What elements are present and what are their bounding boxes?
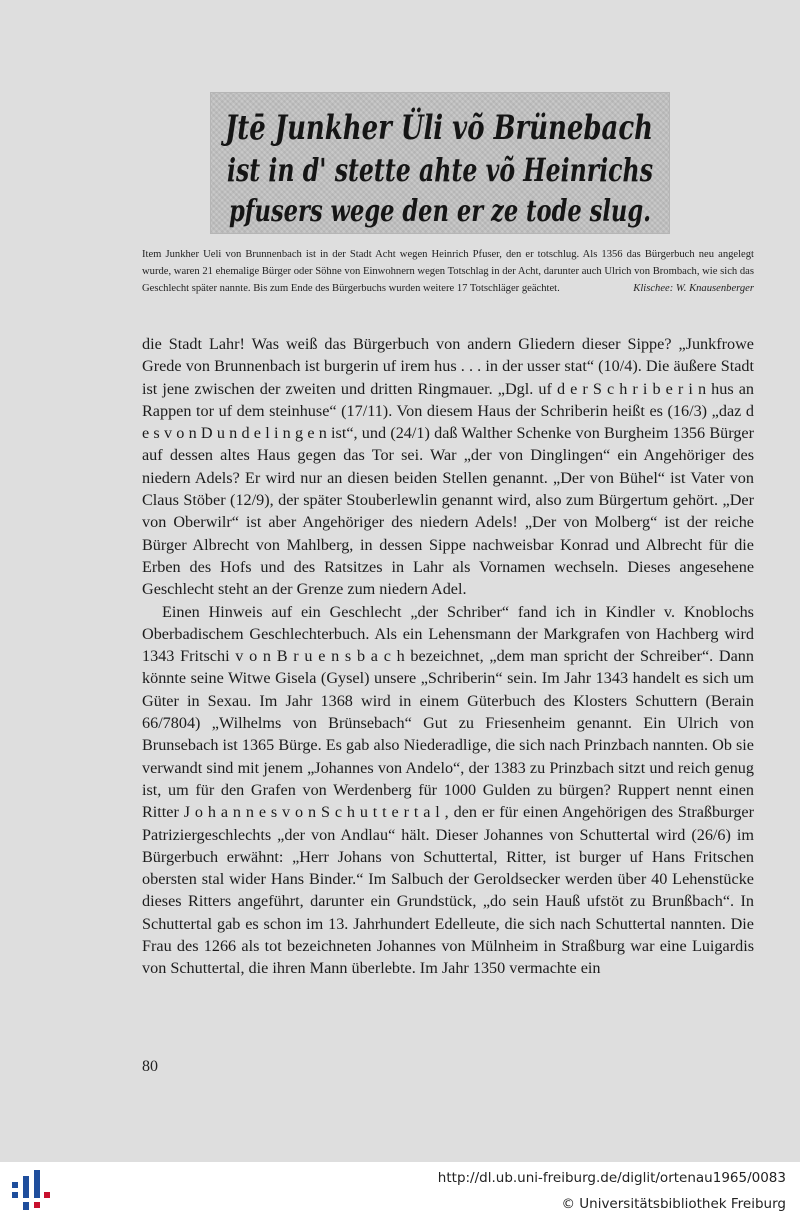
manuscript-image: [210, 92, 786, 234]
paragraph: die Stadt Lahr! Was weiß das Bürgerbuch von andern Gliedern dieser Sippe? „Junkfrowe Grede von Brunnenbach ist burgerin uf irem hus . . . in der usser stat“ (10/4). Die äußere Stadt ist jene zwischen der zweiten und dritten Ringmauer. „Dgl. uf d e r S c h r i b e r i n hus an Rappen tor uf dem steinhuse“ (17/11). Von diesem Haus der Schriberin heißt es (16/3) „daz d e s v o n D u n d e l i n g e n ist“, und (24/1) daß Walther Schenke von Burgheim 1356 Bürger auf dessen altes Haus gegen das Tor sei. War „der von Dinglingen“ ein Angehöriger des niedern Adels? Er wird nur an diesen beiden Stellen genannt. „Der von Bühel“ ist Vater von Claus Stöber (12/9), der später Stouberlewlin genannt wird, also zum Bürgertum gehört. „Der von Oberwilr“ ist aber Angehöriger des niedern Adels! „Der von Molberg“ ist der reiche Bürger Albrecht von Mahlberg, in dessen Sippe nachweisbar Konrad und Albrecht für die Erben des Hofs und des Ratsitzes in Lahr als Vornamen wechseln. Dieses angesehene Geschlecht steht an der Grenze zum niedern Adel.: [142, 335, 754, 599]
caption-credit: Klischee: W. Knausenberger: [633, 283, 754, 294]
body-text: [142, 333, 754, 980]
footer-bar: [0, 1162, 800, 1220]
page-number: 80: [142, 1058, 158, 1075]
figure-caption: [142, 246, 754, 297]
library-logo-icon: [8, 1168, 52, 1214]
manuscript-script: [211, 93, 786, 233]
manuscript-line-2: ist in d' stette ahte võ Heinrichs: [227, 151, 653, 189]
paragraph: Einen Hinweis auf ein Geschlecht „der Schriber“ fand ich in Kindler v. Knoblochs Oberbadischem Geschlechterbuch. Als ein Lehensmann der Markgrafen von Hachberg wird 1343 Fritschi v o n B r u e n s b a c h bezeichnet, „dem man spricht der Schreiber“. Dann könnte seine Witwe Gisela (Gysel) unsere „Schriberin“ sein. Im Jahr 1343 handelt es sich um Güter in Sexau. Im Jahr 1368 wird in einem Güterbuch des Klosters Schuttern (Berain 66/7804) „Wilhelms von Brünsebach“ Gut zu Friesenheim genannt. Ein Ulrich von Brunsebach ist 1365 Bürge. Es gab also Niederadlige, die sich nach Prinzbach nannten. Ob sie verwandt sind mit jenem „Johannes von Andelo“, der 1383 zu Prinzbach sitzt und reich genug ist, um für den Grafen von Werdenberg für 1000 Gulden zu bürgen? Ruppert nennt einen Ritter J o h a n n e s v o n S c h u t t e r t a l , den er für einen Angehörigen des Straßburger Patriziergeschlechts „der von Andlau“ hält. Dieser Johannes von Schuttertal wird (26/6) im Bürgerbuch erwähnt: „Herr Johans von Schuttertal, Ritter, ist burger uf Hans Fritschen obersten stal wider Hans Binder.“ Im Salbuch der Geroldsecker werden über 40 Lehenstücke dieses Ritters angeführt, darunter ein Grundstück, „do sein Hauß ufstöt zu Brunßbach“. In Schuttertal gab es schon im 13. Jahrhundert Edelleute, die sich nach Schuttertal nannten. Die Frau des 1266 als tot bezeichneten Johannes von Mülnheim in Straßburg war eine Luigardis von Schuttertal, die ihren Mann überlebte. Im Jahr 1350 vermachte ein: [142, 602, 754, 978]
caption-text: Item Junkher Ueli von Brunnenbach ist in der Stadt Acht wegen Heinrich Pfuser, den er totschlug. Als 1356 das Bürgerbuch neu angelegt wurde, waren 21 ehemalige Bürger oder Söhne von Einwohnern wegen Totschlag in der Acht, darunter auch Ulrich von Brombach, wie sich das Geschlecht später nannte. Bis zum Ende des Bürgerbuchs wurden weitere 17 Totschläger geächtet.: [142, 249, 754, 294]
source-url[interactable]: http://dl.ub.uni-freiburg.de/diglit/ortenau1965/0083: [437, 1170, 786, 1186]
manuscript-line-1: Jtē Junkher Üli võ Brünebach: [225, 108, 786, 148]
copyright-text: © Universitätsbibliothek Freiburg: [561, 1196, 786, 1212]
manuscript-line-3: pfusers wege den er ze tode slug.: [229, 194, 651, 229]
